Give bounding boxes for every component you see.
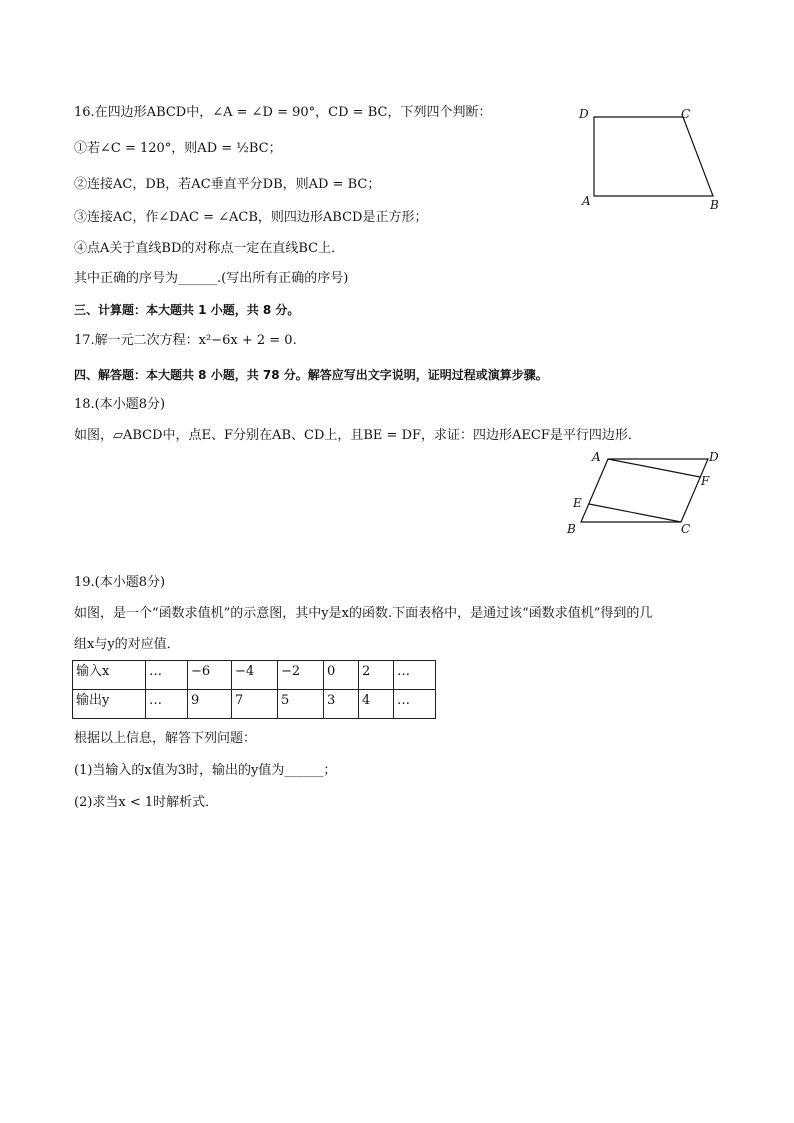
q18-text: 如图，▱ABCD中，点E、F分别在AB、CD上，且BE = DF，求证：四边形AECF是平行四边形．	[74, 428, 641, 443]
table-row-output	[73, 690, 436, 719]
q17-text: 17.解一元二次方程：x²−6x + 2 = 0.	[74, 333, 297, 348]
section3-heading: 三、计算题：本大题共 1 小题，共 8 分。	[74, 303, 300, 317]
table-cell: 7	[232, 690, 278, 719]
table-row-input	[73, 661, 436, 690]
q19-part2: (2)求当x < 1时解析式．	[74, 795, 219, 810]
label-b: B	[567, 522, 576, 536]
table-cell: 9	[188, 690, 232, 719]
q16-stem: 16.在四边形ABCD中，∠A = ∠D = 90°，CD = BC，下列四个判断：	[74, 105, 492, 120]
table-cell: −4	[232, 661, 278, 690]
label-a: A	[582, 194, 591, 208]
table-cell: 2	[359, 661, 394, 690]
trapezoid-abcd	[594, 117, 713, 196]
label-b: B	[710, 198, 719, 212]
q16-item-3: ③连接AC，作∠DAC = ∠ACB，则四边形ABCD是正方形；	[74, 210, 428, 225]
q19-title: 19.(本小题8分)	[74, 575, 166, 590]
q19-value-table	[72, 660, 436, 719]
table-cell: 0	[324, 661, 359, 690]
table-cell-label: 输出y	[73, 690, 146, 719]
q16-item-1: ①若∠C = 120°，则AD = ½BC；	[74, 141, 282, 156]
q18-parallelogram-figure	[562, 446, 732, 540]
table-cell: 3	[324, 690, 359, 719]
label-d: D	[709, 450, 719, 464]
table-cell-label: 输入x	[73, 661, 146, 690]
table-cell: …	[146, 690, 188, 719]
table-cell: …	[394, 661, 436, 690]
table-cell: 5	[278, 690, 324, 719]
table-cell: −6	[188, 661, 232, 690]
q16-trapezoid-figure	[575, 100, 735, 215]
parallelogram-abcd	[581, 459, 708, 522]
label-c: C	[681, 522, 691, 536]
q16-answer-prompt: 其中正确的序号为______.(写出所有正确的序号)	[74, 271, 349, 286]
table-cell: 4	[359, 690, 394, 719]
q19-part1: (1)当输入的x值为3时，输出的y值为______；	[74, 763, 337, 778]
table-cell: …	[394, 690, 436, 719]
segment-af	[608, 459, 700, 477]
label-f: F	[701, 474, 710, 488]
q16-item-4: ④点A关于直线BD的对称点一定在直线BC上．	[74, 241, 345, 256]
q19-text-line2: 组x与y的对应值．	[74, 637, 180, 652]
table-cell: …	[146, 661, 188, 690]
label-a: A	[592, 450, 601, 464]
segment-ec	[589, 504, 681, 522]
q19-after-table: 根据以上信息，解答下列问题：	[74, 731, 257, 746]
table-cell: −2	[278, 661, 324, 690]
label-d: D	[579, 107, 589, 121]
q19-text-line1: 如图，是一个“函数求值机”的示意图，其中y是x的函数.下面表格中，是通过该“函数求值机”得到的几	[74, 606, 653, 621]
q18-title: 18.(本小题8分)	[74, 397, 166, 412]
label-e: E	[573, 496, 582, 510]
section4-heading: 四、解答题：本大题共 8 小题，共 78 分。解答应写出文字说明，证明过程或演算步骤。	[74, 368, 548, 382]
label-c: C	[681, 107, 691, 121]
q16-item-2: ②连接AC，DB，若AC垂直平分DB，则AD = BC；	[74, 177, 381, 192]
